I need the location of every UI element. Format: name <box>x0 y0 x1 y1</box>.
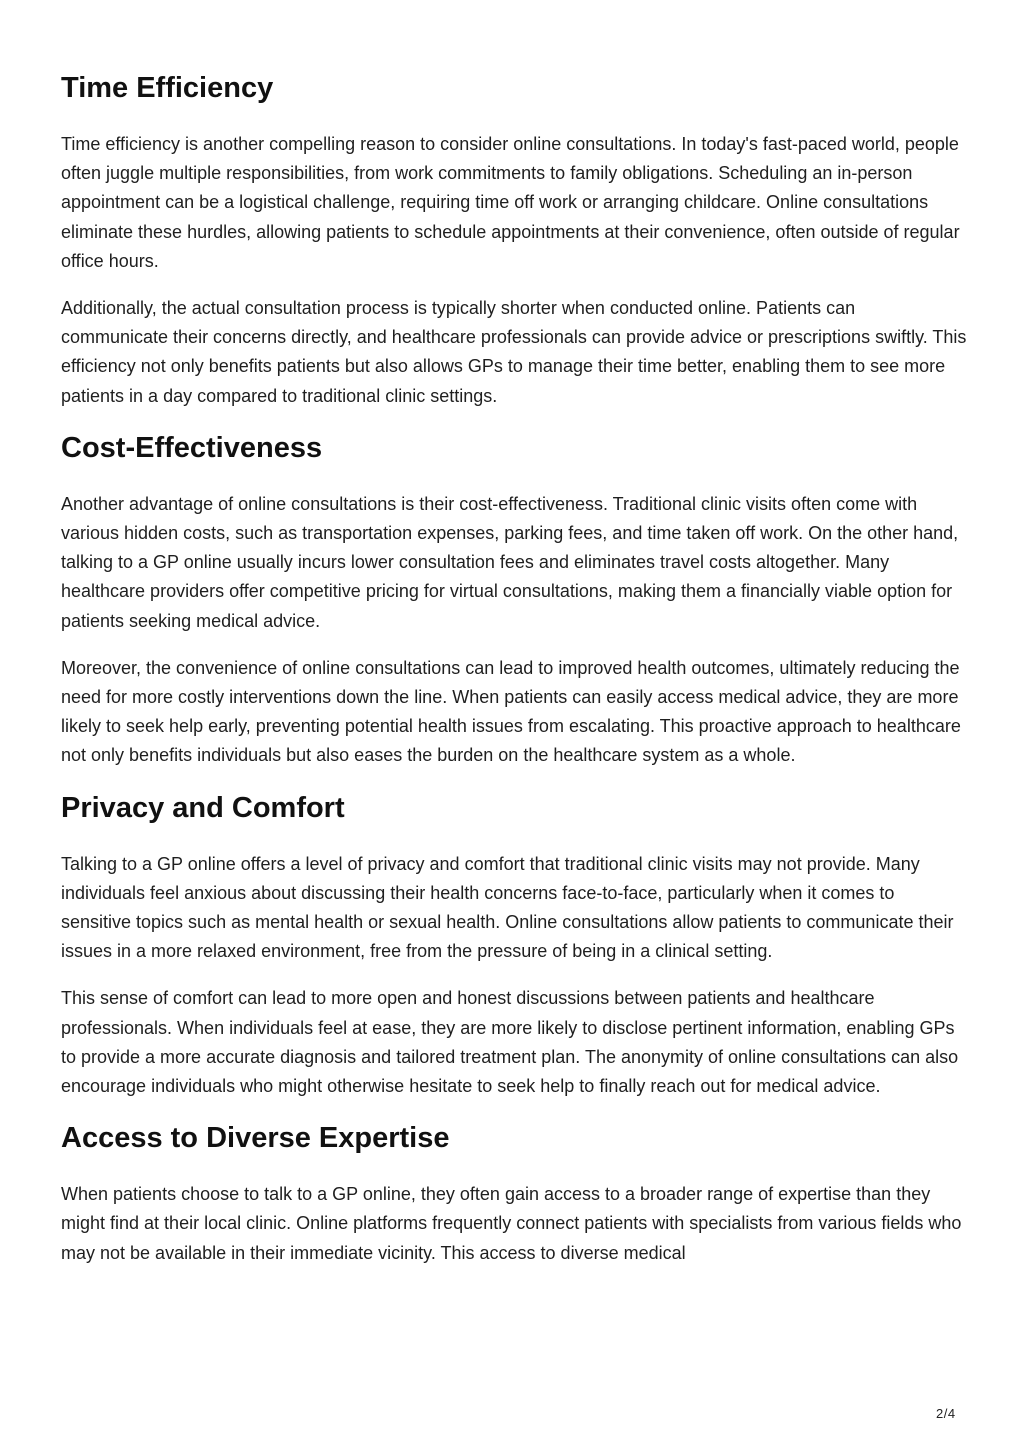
paragraph-privacy-and-comfort-1: Talking to a GP online offers a level of privacy and comfort that traditional clinic visits may not provide. Many individuals feel anxious about discussing their health concerns face-to-face, particularly when it comes to sensitive topics such as mental health or sexual health. Online consultations allow patients to communicate their issues in a more relaxed environment, free from the pressure of being in a clinical setting. <box>61 853 954 962</box>
paragraph-time-efficiency-2: Additionally, the actual consultation process is typically shorter when conducted online. Patients can communicate their concerns directly, and healthcare professionals can provide advice or prescriptions swiftly. This efficiency not only benefits patients but also allows GPs to manage their time better, enabling them to see more patients in a day compared to traditional clinic settings. <box>61 298 967 406</box>
section-heading-time-efficiency: Time Efficiency <box>61 72 274 104</box>
section-heading-privacy-and-comfort: Privacy and Comfort <box>61 791 345 824</box>
section-heading-cost-effectiveness: Cost-Effectiveness <box>61 431 323 464</box>
page-number: 2/4 <box>936 1406 956 1421</box>
paragraph-privacy-and-comfort-2: This sense of comfort can lead to more open and honest discussions between patients and healthcare professionals. When individuals feel at ease, they are more likely to disclose pertinent information, enabling GPs to provide a more accurate diagnosis and tailored treatment plan. The anonymity of online consultations can also encourage individuals who might otherwise hesitate to seek help to finally reach out for medical advice. <box>61 988 959 1097</box>
paragraph-cost-effectiveness-2: Moreover, the convenience of online consultations can lead to improved health outcomes, ultimately reducing the need for more costly interventions down the line. When patients can easily access medical advice, they are more likely to seek help early, preventing potential health issues from escalating. This proactive approach to healthcare not only benefits individuals but also eases the burden on the healthcare system as a whole. <box>61 657 961 766</box>
document-page <box>61 68 967 1268</box>
section-heading-access-to-diverse-expertise: Access to Diverse Expertise <box>61 1122 450 1155</box>
paragraph-cost-effectiveness-1: Another advantage of online consultations is their cost-effectiveness. Traditional clinic visits often come with various hidden costs, such as transportation expenses, parking fees, and time taken off work. On the other hand, talking to a GP online usually incurs lower consultation fees and eliminates travel costs altogether. Many healthcare providers offer competitive pricing for virtual consultations, making them a financially viable option for patients seeking medical advice. <box>61 493 959 631</box>
paragraph-time-efficiency-1: Time efficiency is another compelling reason to consider online consultations. In today's fast-paced world, people often juggle multiple responsibilities, from work commitments to family obligations. Scheduling an in-person appointment can be a logistical challenge, requiring time off work or arranging childcare. Online consultations eliminate these hurdles, allowing patients to schedule appointments at their convenience, often outside of regular office hours. <box>61 134 960 271</box>
paragraph-access-to-diverse-expertise-1: When patients choose to talk to a GP online, they often gain access to a broader range of expertise than they might find at their local clinic. Online platforms frequently connect patients with specialists from various fields who may not be available in their immediate vicinity. This access to diverse medical <box>61 1184 962 1263</box>
